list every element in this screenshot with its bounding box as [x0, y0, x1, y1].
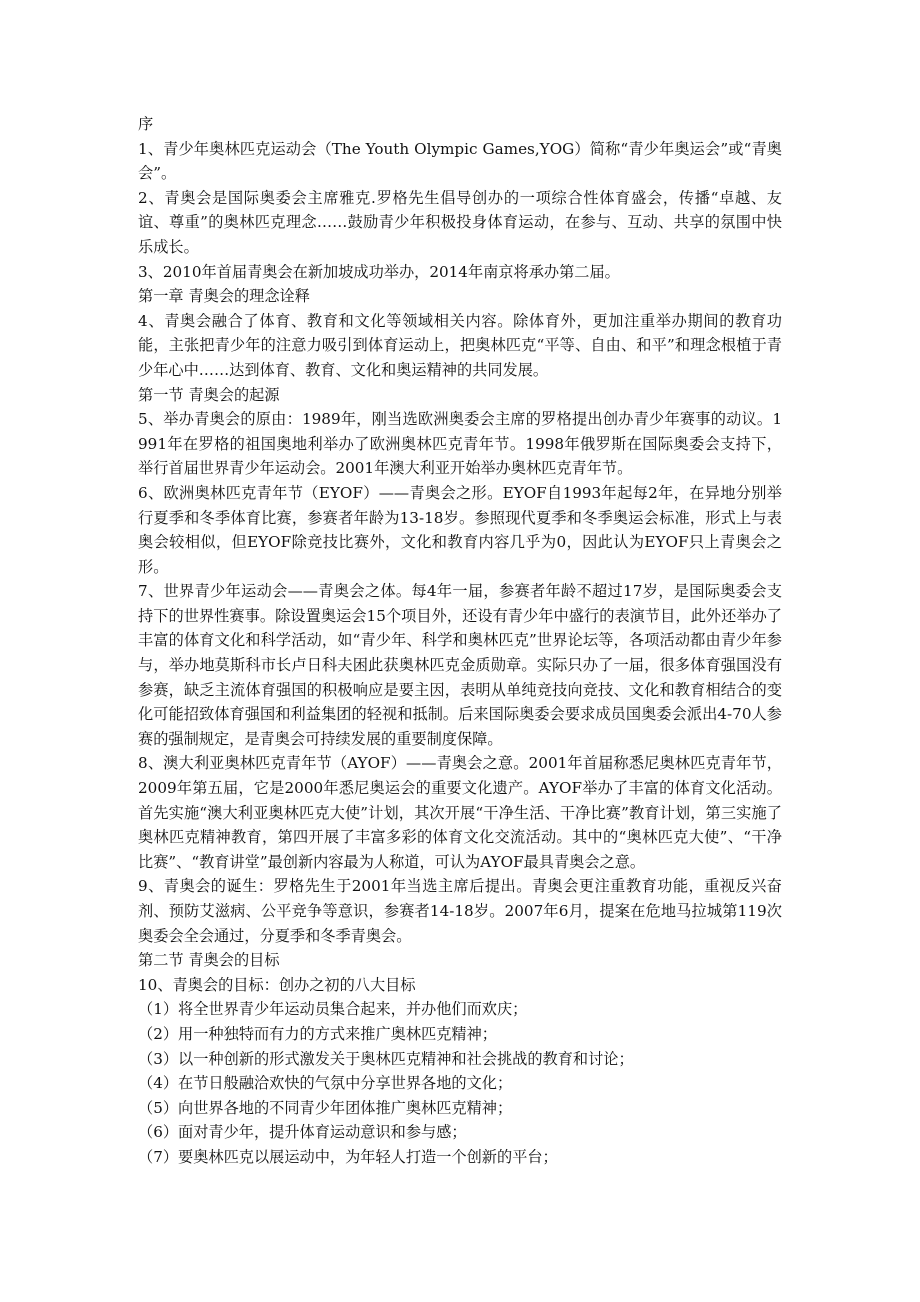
- goal-item-1: （1）将全世界青少年运动员集合起来，并办他们而欢庆；: [138, 1000, 528, 1019]
- goal-item-5: （5）向世界各地的不同青少年团体推广奥林匹克精神；: [138, 1098, 513, 1117]
- preface-heading: 序: [138, 115, 154, 133]
- goal-item-3: （3）以一种创新的形式激发关于奥林匹克精神和社会挑战的教育和讨论；: [138, 1049, 634, 1068]
- section-2-heading: 第二节 青奥会的目标: [138, 951, 280, 970]
- goal-item-2: （2）用一种独特而有力的方式来推广奥林匹克精神；: [138, 1024, 497, 1043]
- paragraph-2: 2、青奥会是国际奥委会主席雅克.罗格先生倡导创办的一项综合性体育盛会，传播“卓越、友谊、尊重”的奥林匹克理念……鼓励青少年积极投身体育运动，在参与、互动、共享的氛围中快乐成长。: [138, 188, 782, 256]
- paragraph-6: 6、欧洲奥林匹克青年节（EYOF）——青奥会之形。EYOF自1993年起每2年，在异地分别举行夏季和冬季体育比赛，参赛者年龄为13-18岁。参照现代夏季和冬季奥运会标准，形式上与表奥会较相似，但EYOF除竞技比赛外，文化和教育内容几乎为0，因此认为EYOF只上青奥会之形。: [138, 483, 782, 576]
- goal-item-7: （7）要奥林匹克以展运动中，为年轻人打造一个创新的平台；: [138, 1147, 558, 1166]
- document-page: [138, 112, 782, 1170]
- paragraph-4: 4、青奥会融合了体育、教育和文化等领域相关内容。除体育外，更加注重举办期间的教育功能，主张把青少年的注意力吸引到体育运动上，把奥林匹克“平等、自由、和平”和理念根植于青少年心中……达到体育、教育、文化和奥运精神的共同发展。: [138, 311, 782, 379]
- section-1-heading: 第一节 青奥会的起源: [138, 385, 280, 404]
- goal-item-6: （6）面对青少年，提升体育运动意识和参与感；: [138, 1123, 467, 1142]
- paragraph-10: 10、青奥会的目标：创办之初的八大目标: [138, 975, 416, 994]
- paragraph-1: 1、青少年奥林匹克运动会（The Youth Olympic Games,YOG）简称“青少年奥运会”或“青奥会”。: [138, 139, 782, 183]
- paragraph-5: 5、举办青奥会的原由：1989年，刚当选欧洲奥委会主席的罗格提出创办青少年赛事的动议。1991年在罗格的祖国奥地利举办了欧洲奥林匹克青年节。1998年俄罗斯在国际奥委会支持下，举行首届世界青少年运动会。2001年澳大利亚开始举办奥林匹克青年节。: [138, 410, 782, 478]
- paragraph-7: 7、世界青少年运动会——青奥会之体。每4年一届，参赛者年龄不超过17岁，是国际奥委会支持下的世界性赛事。除设置奥运会15个项目外，还设有青少年中盛行的表演节目，此外还举办了丰富的体育文化和科学活动，如“青少年、科学和奥林匹克”世界论坛等，各项活动都由青少年参与，举办地莫斯科市长卢日科夫困此获奥林匹克金质勋章。实际只办了一届，很多体育强国没有参赛，缺乏主流体育强国的积极响应是要主因，表明从单纯竞技向竞技、文化和教育相结合的变化可能招致体育强国和利益集团的轻视和抵制。后来国际奥委会要求成员国奥委会派出4-70人参赛的强制规定，是青奥会可持续发展的重要制度保障。: [138, 582, 782, 748]
- paragraph-3: 3、2010年首届青奥会在新加坡成功举办，2014年南京将承办第二届。: [138, 262, 620, 281]
- goal-item-4: （4）在节日般融洽欢快的气氛中分享世界各地的文化；: [138, 1074, 513, 1093]
- chapter-1-heading: 第一章 青奥会的理念诠释: [138, 287, 310, 306]
- paragraph-9: 9、青奥会的诞生：罗格先生于2001年当选主席后提出。青奥会更注重教育功能，重视反兴奋剂、预防艾滋病、公平竞争等意识，参赛者14-18岁。2007年6月，提案在危地马拉城第119次奥委会全会通过，分夏季和冬季青奥会。: [138, 877, 782, 945]
- paragraph-8: 8、澳大利亚奥林匹克青年节（AYOF）——青奥会之意。2001年首届称悉尼奥林匹克青年节，2009年第五届，它是2000年悉尼奥运会的重要文化遗产。AYOF举办了丰富的体育文化活动。首先实施“澳大利亚奥林匹克大使”计划，其次开展“干净生活、干净比赛”教育计划，第三实施了奥林匹克精神教育，第四开展了丰富多彩的体育文化交流活动。其中的“奥林匹克大使”、“干净比赛”、“教育讲堂”最创新内容最为人称道，可认为AYOF最具青奥会之意。: [138, 754, 782, 871]
